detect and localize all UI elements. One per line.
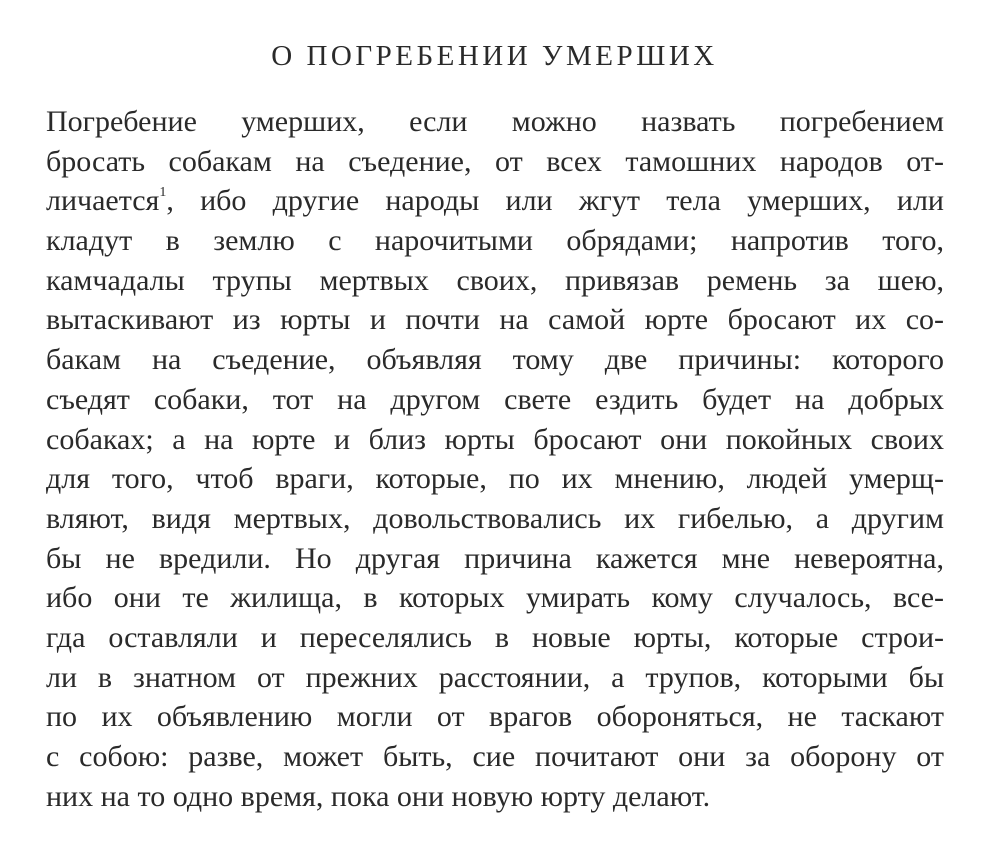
text-line: кладут в землю с нарочитыми обрядами; напротив того,: [46, 224, 944, 258]
text-line: вляют, видя мертвых, довольствовались их гибелью, а другим: [46, 501, 944, 535]
chapter-title: О ПОГРЕБЕНИИ УМЕРШИХ: [271, 40, 718, 72]
text-line: бакам на съедение, объявляя тому две причины: которого: [46, 343, 944, 377]
body-text: [46, 102, 944, 816]
text-line: гда оставляли и переселялись в новые юрты, которые строи-: [46, 620, 944, 654]
footnote-marker: 1: [159, 185, 167, 201]
text-line: бросать собакам на съедение, от всех тамошних народов от-: [46, 144, 944, 178]
text-line: ибо они те жилища, в которых умирать кому случалось, все-: [46, 581, 944, 615]
text-line: для того, чтоб враги, которые, по их мнению, людей умерщ-: [46, 462, 944, 496]
text-line: собаках; а на юрте и близ юрты бросают они покойных своих: [46, 422, 944, 456]
text-line: ли в знатном от прежних расстоянии, а трупов, которыми бы: [46, 660, 944, 694]
text-line: камчадалы трупы мертвых своих, привязав ремень за шею,: [46, 263, 944, 297]
text-line: вытаскивают из юрты и почти на самой юрте бросают их со-: [46, 303, 944, 337]
text-line-end: , ибо другие народы или жгут тела умерших, или: [166, 184, 944, 218]
text-line-start: личается: [46, 184, 160, 218]
text-line: с собою: разве, может быть, сие почитают они за оборону от: [46, 740, 944, 773]
text-line: них на то одно время, пока они новую юрту делают.: [46, 779, 711, 813]
text-line: бы не вредили. Но другая причина кажется мне невероятна,: [46, 541, 944, 575]
text-line: [46, 181, 944, 221]
text-line: по их объявлению могли от врагов обороняться, не таскают: [46, 700, 944, 734]
text-line: Погребение умерших, если можно назвать погребением: [46, 105, 944, 138]
text-line: съедят собаки, тот на другом свете ездить будет на добрых: [46, 382, 944, 416]
